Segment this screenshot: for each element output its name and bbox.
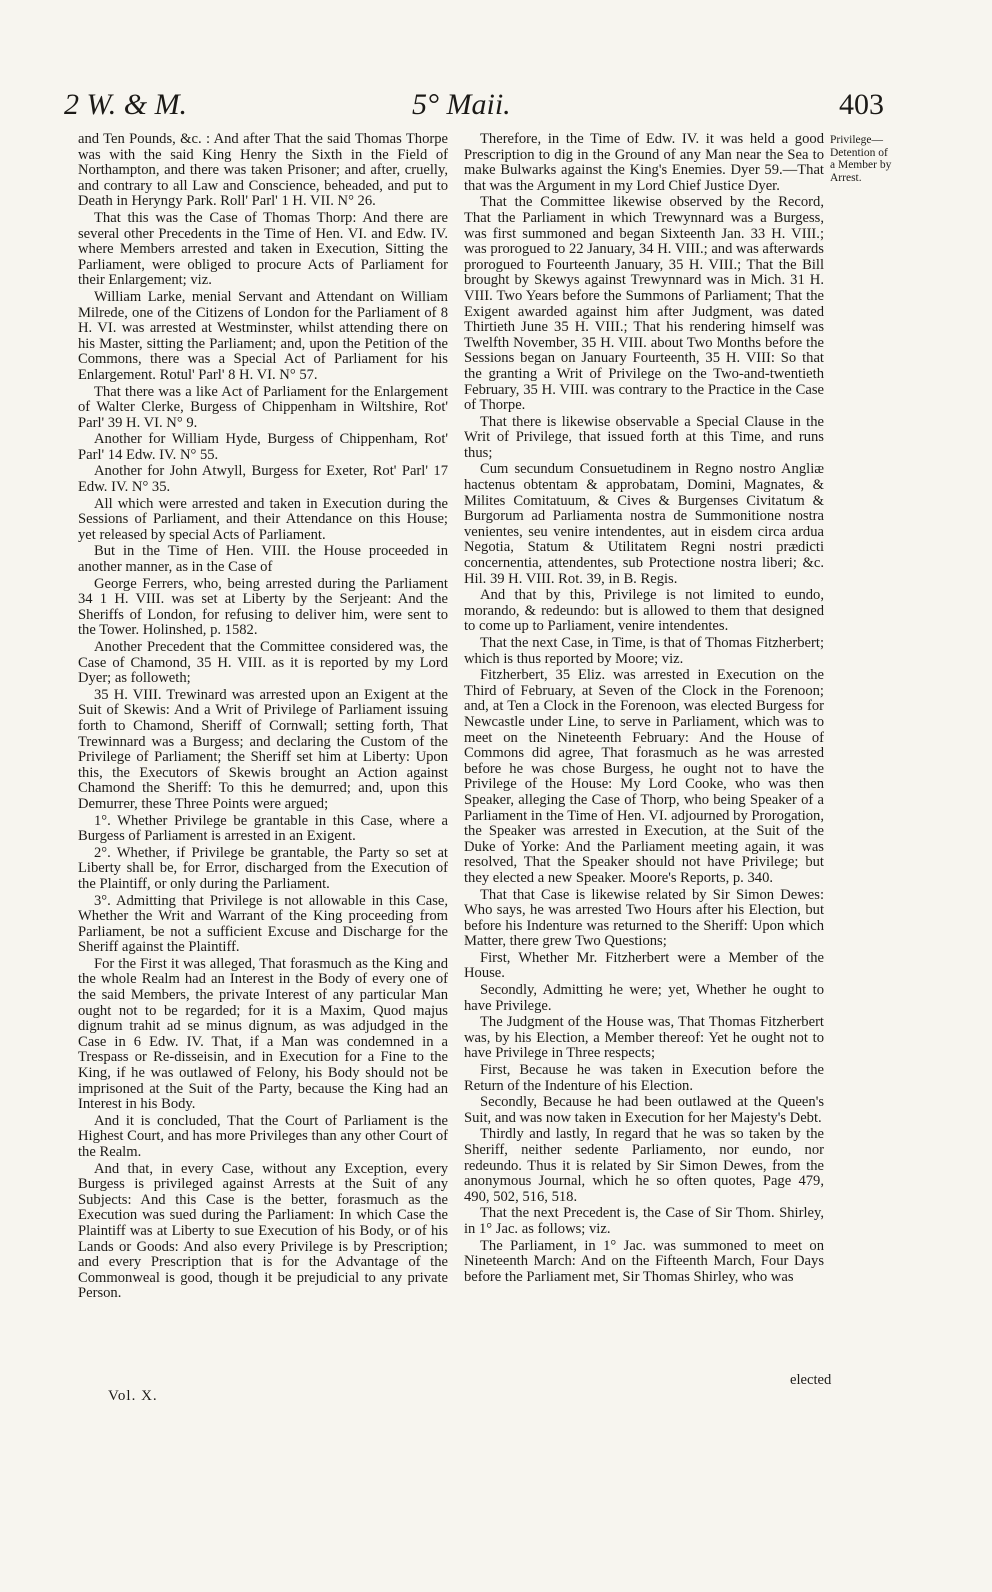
paragraph: All which were arrested and taken in Execution during the Sessions of Parliament, and their Attendance on this House; yet released by special Acts of Parliament.: [78, 495, 448, 543]
paragraph: And that, in every Case, without any Exception, every Burgess is privileged against Arrests at the Suit of any Subjects: And this Case is the better, forasmuch as the Execution was sued during the Parliament: In which Case the Plaintiff was at Liberty to sue Execution of his Body, or of his Lands or Goods: And also every Privilege is by Prescription; and every Prescription that is for the Advantage of the Commonweal is good, though it be prejudicial to any private Person.: [78, 1160, 448, 1302]
paragraph: Secondly, Because he had been outlawed at the Queen's Suit, and was now taken in Execution for her Majesty's Debt.: [464, 1094, 824, 1126]
paragraph: And it is concluded, That the Court of Parliament is the Highest Court, and has more Privileges than any other Court of the Realm.: [78, 1112, 448, 1160]
paragraph: Thirdly and lastly, In regard that he was so taken by the Sheriff, neither sedente Parliamento, nor eundo, nor redeundo. Thus it is related by Sir Simon Dewes, from the anonymous Journal, which he so often quotes, Page 479, 490, 502, 516, 518.: [464, 1126, 824, 1205]
paragraph: That the next Case, in Time, is that of Thomas Fitzherbert; which is thus reported by Moore; viz.: [464, 635, 824, 667]
date-heading: 5° Maii.: [412, 88, 511, 121]
paragraph: That the next Precedent is, the Case of Sir Thom. Shirley, in 1° Jac. as follows; viz.: [464, 1205, 824, 1237]
paragraph: And that by this, Privilege is not limited to eundo, morando, & redeundo: but is allowed to them that designed to come up to Parliament, venire intendentes.: [464, 587, 824, 635]
paragraph: Secondly, Admitting he were; yet, Whether he ought to have Privilege.: [464, 982, 824, 1014]
catchword: elected: [790, 1372, 832, 1388]
paragraph: 35 H. VIII. Trewinard was arrested upon an Exigent at the Suit of Skewis: And a Writ of Privilege of Parliament issuing forth to Chamond, Sheriff of Cornwall; setting forth, That Trewinnard was a Burgess; and declaring the Custom of the Privilege of Parliament; the Sheriff set him at Liberty: Upon this, the Executors of Skewis brought an Action against Chamond the Sheriff: To this he demurred; and, upon this Demurrer, these Three Points were argued;: [78, 686, 448, 812]
paragraph: For the First it was alleged, That forasmuch as the King and the whole Realm had an Interest in the Body of every one of the said Members, the private Interest of any particular Man ought not to be regarded; for it is a Maxim, Quod majus dignum trahit ad se minus dignum, as was adjudged in the Case in 6 Edw. IV. That, if a Man was condemned in a Trespass or Re-disseisin, and in Execution for a Fine to the King, if he was outlawed of Felony, his Body should not be imprisoned at the Suit of the Party, because the King had an Interest in his Body.: [78, 955, 448, 1113]
right-column: [464, 132, 824, 1286]
page-number: 403: [839, 88, 884, 121]
paragraph: That the Committee likewise observed by the Record, That the Parliament in which Trewynnard was a Burgess, was first summoned and began Sixteenth Jan. 33 H. VIII.; was prorogued to 22 January, 34 H. VIII.; and was afterwards prorogued to Fourteenth January, 35 H. VIII.; That the Bill brought by Skewys against Trewynnard was in Mich. 31 H. VIII. Two Years before the Summons of Parliament; That the Exigent awarded against him after Judgment, was dated Thirtieth June 35 H. VIII.; That his rendering himself was Twelfth November, 35 H. VIII. about Two Months before the Sessions began on January Fourteenth, 35 H. VIII: So that the granting a Writ of Privilege on the Two-and-twentieth February, 35 H. VIII. was contrary to the Practice in the Case of Thorpe.: [464, 194, 824, 414]
paragraph: 2°. Whether, if Privilege be grantable, the Party so set at Liberty shall be, for Error, discharged from the Execution of the Plaintiff, or only during the Parliament.: [78, 844, 448, 892]
paragraph: That this was the Case of Thomas Thorp: And there are several other Precedents in the Time of Hen. VI. and Edw. IV. where Members arrested and taken in Execution, Sitting the Parliament, were obliged to procure Acts of Parliament for their Enlargement; viz.: [78, 209, 448, 289]
paragraph: The Judgment of the House was, That Thomas Fitzherbert was, by his Election, a Member thereof: Yet he ought not to have Privilege in Three respects;: [464, 1014, 824, 1062]
paragraph: 1°. Whether Privilege be grantable in this Case, where a Burgess of Parliament is arrested in an Exigent.: [78, 812, 448, 845]
paragraph: First, Whether Mr. Fitzherbert were a Member of the House.: [464, 949, 824, 982]
volume-signature: Vol. X.: [108, 1388, 158, 1404]
paragraph: Another Precedent that the Committee considered was, the Case of Chamond, 35 H. VIII. as it is reported by my Lord Dyer; as followeth;: [78, 639, 448, 687]
paragraph: William Larke, menial Servant and Attendant on William Milrede, one of the Citizens of London for the Parliament of 8 H. VI. was arrested at Westminster, whilst attending there on his Master, sitting the Parliament; and, upon the Petition of the Commons, there was a Special Act of Parliament for his Enlargement. Rotul' Parl' 8 H. VI. N° 57.: [78, 288, 448, 383]
paragraph: Therefore, in the Time of Edw. IV. it was held a good Prescription to dig in the Ground of any Man near the Sea to make Bulwarks against the King's Enemies. Dyer 59.—That that was the Argument in my Lord Chief Justice Dyer.: [464, 131, 824, 194]
paragraph: That that Case is likewise related by Sir Simon Dewes: Who says, he was arrested Two Hours after his Election, but before his Indenture was returned to the Sheriff: Upon which Matter, there grew Two Questions;: [464, 886, 824, 950]
paragraph: George Ferrers, who, being arrested during the Parliament 34 1 H. VIII. was set at Liberty by the Serjeant: And the Sheriffs of London, for refusing to deliver him, were sent to the Tower. Holinshed, p. 1582.: [78, 575, 448, 639]
paragraph: and Ten Pounds, &c. : And after That the said Thomas Thorpe was with the said King Henry the Sixth in the Field of Northampton, and there was taken Prisoner; and after, cruelly, and contrary to all Law and Conscience, beheaded, and put to Death in Heryngy Park. Roll' Parl' 1 H. VII. N° 26.: [78, 131, 448, 210]
regnal-year-heading: 2 W. & M.: [64, 88, 188, 121]
paragraph: But in the Time of Hen. VIII. the House proceeded in another manner, as in the Case of: [78, 543, 448, 576]
paragraph: Fitzherbert, 35 Eliz. was arrested in Execution on the Third of February, at Seven of the Clock in the Forenoon; and, at Ten a Clock in the Forenoon, was elected Burgess for Newcastle under Line, to serve in Parliament, which was to meet on the Nineteenth February: And the House of Commons did agree, That forasmuch as he was arrested before he was chose Burgess, he ought not to have the Privilege of the House: My Lord Cooke, who was then Speaker, alleging the Case of Thorp, who being Speaker of a Parliament in the Time of Hen. VI. adjourned by Prorogation, the Speaker was arrested in Execution, at the Suit of the Duke of Yorke: And the Parliament meeting again, it was resolved, That the Speaker should not have Privilege; but they elected a new Speaker. Moore's Reports, p. 340.: [464, 667, 824, 886]
paragraph: The Parliament, in 1° Jac. was summoned to meet on Nineteenth March: And on the Fifteenth March, Four Days before the Parliament met, Sir Thomas Shirley, who was: [464, 1237, 824, 1285]
paragraph: That there was a like Act of Parliament for the Enlargement of Walter Clerke, Burgess of Chippenham in Wiltshire, Rot' Parl' 39 H. VI. N° 9.: [78, 383, 448, 431]
margin-note: Privilege—Detention of a Member by Arrest.: [830, 134, 892, 184]
paragraph: Another for John Atwyll, Burgess for Exeter, Rot' Parl' 17 Edw. IV. N° 35.: [78, 463, 448, 496]
left-column: [78, 132, 448, 1303]
paragraph: Another for William Hyde, Burgess of Chippenham, Rot' Parl' 14 Edw. IV. N° 55.: [78, 431, 448, 463]
latin-writ-quotation: Cum secundum Consuetudinem in Regno nostro Angliæ hactenus obtentam & approbatam, Domini, Magnates, & Milites Comitatuum, & Cives & Burgenses Civitatum & Burgorum ad Parliamenta nostra de Summonitione nostra venientes, seu venire intendentes, aut in eisdem circa ardua Negotia, Statum & Utilitatem Regni nostri prædicti concernentia, attendentes, sub Protectione nostra liberi; &c. Hil. 39 H. VIII. Rot. 39, in B. Regis.: [464, 461, 824, 587]
paragraph: That there is likewise observable a Special Clause in the Writ of Privilege, that issued forth at this Time, and runs thus;: [464, 413, 824, 461]
page-header: [60, 84, 884, 128]
paragraph: First, Because he was taken in Execution before the Return of the Indenture of his Election.: [464, 1062, 824, 1094]
paragraph: 3°. Admitting that Privilege is not allowable in this Case, Whether the Writ and Warrant of the King proceeding from Parliament, be not a sufficient Excuse and Discharge for the Sheriff against the Plaintiff.: [78, 892, 448, 956]
